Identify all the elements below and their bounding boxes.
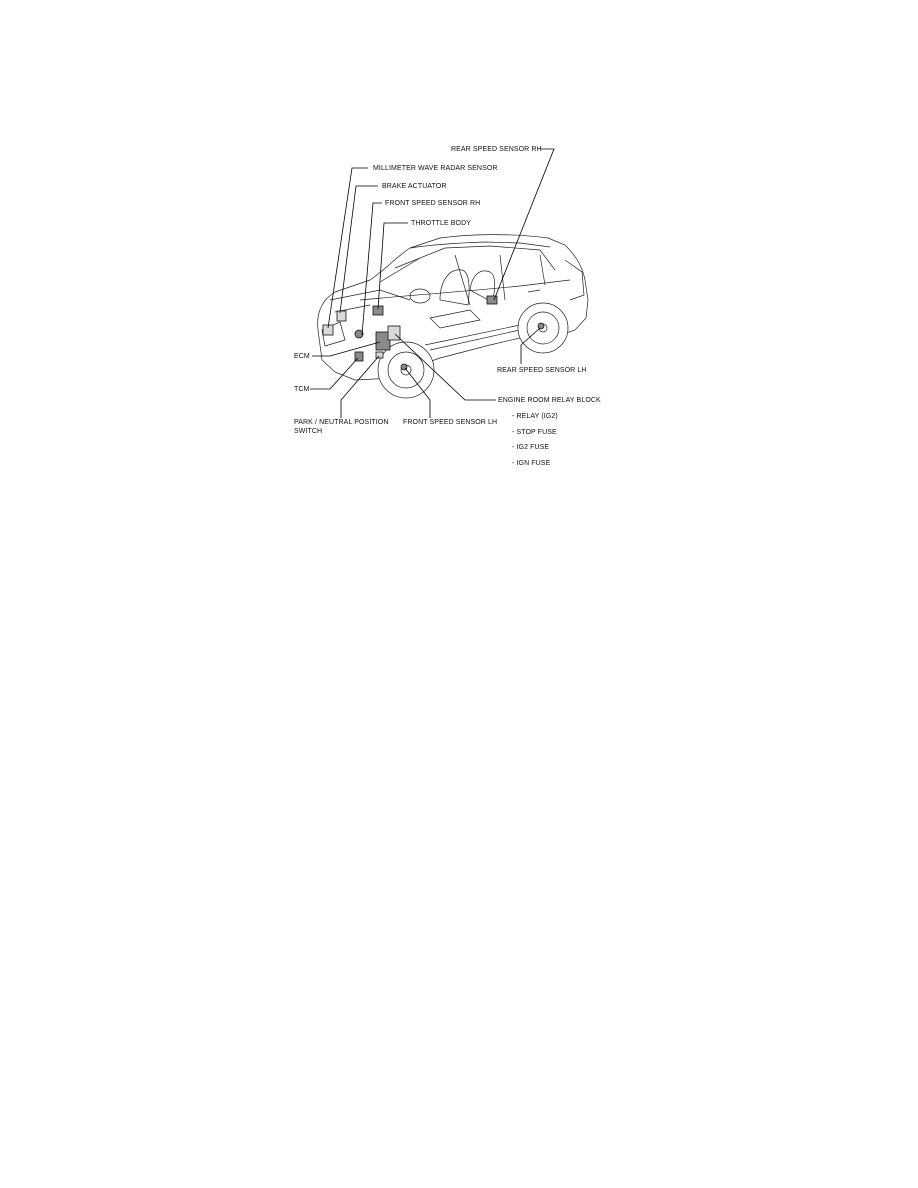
label-front-speed-sensor-lh: FRONT SPEED SENSOR LH: [403, 419, 498, 426]
relay-block-item: - STOP FUSE: [512, 429, 557, 436]
brake-actuator-part: [337, 311, 346, 321]
label-park-neutral-position-switch: PARK / NEUTRAL POSITION SWITCH: [294, 419, 389, 435]
relay-block-item: - IGN FUSE: [512, 460, 551, 467]
label-rear-speed-sensor-lh: REAR SPEED SENSOR LH: [497, 367, 587, 374]
rear-speed-sensor-lh-part: [538, 323, 544, 329]
relay-block-item: - RELAY (IG2): [512, 413, 558, 420]
relay-block-item: - IG2 FUSE: [512, 444, 550, 451]
pnp-switch-part: [376, 352, 383, 358]
label-front-speed-sensor-rh: FRONT SPEED SENSOR RH: [385, 200, 481, 207]
label-ecm: ECM: [294, 353, 310, 360]
label-engine-room-relay-block: ENGINE ROOM RELAY BLOCK: [498, 397, 601, 404]
label-throttle-body: THROTTLE BODY: [411, 220, 472, 227]
label-millimeter-wave-radar-sensor: MILLIMETER WAVE RADAR SENSOR: [373, 165, 498, 172]
label-tcm: TCM: [294, 386, 310, 393]
label-brake-actuator: BRAKE ACTUATOR: [382, 183, 447, 190]
relay-block-part: [388, 326, 400, 340]
label-rear-speed-sensor-rh: REAR SPEED SENSOR RH: [451, 146, 542, 153]
